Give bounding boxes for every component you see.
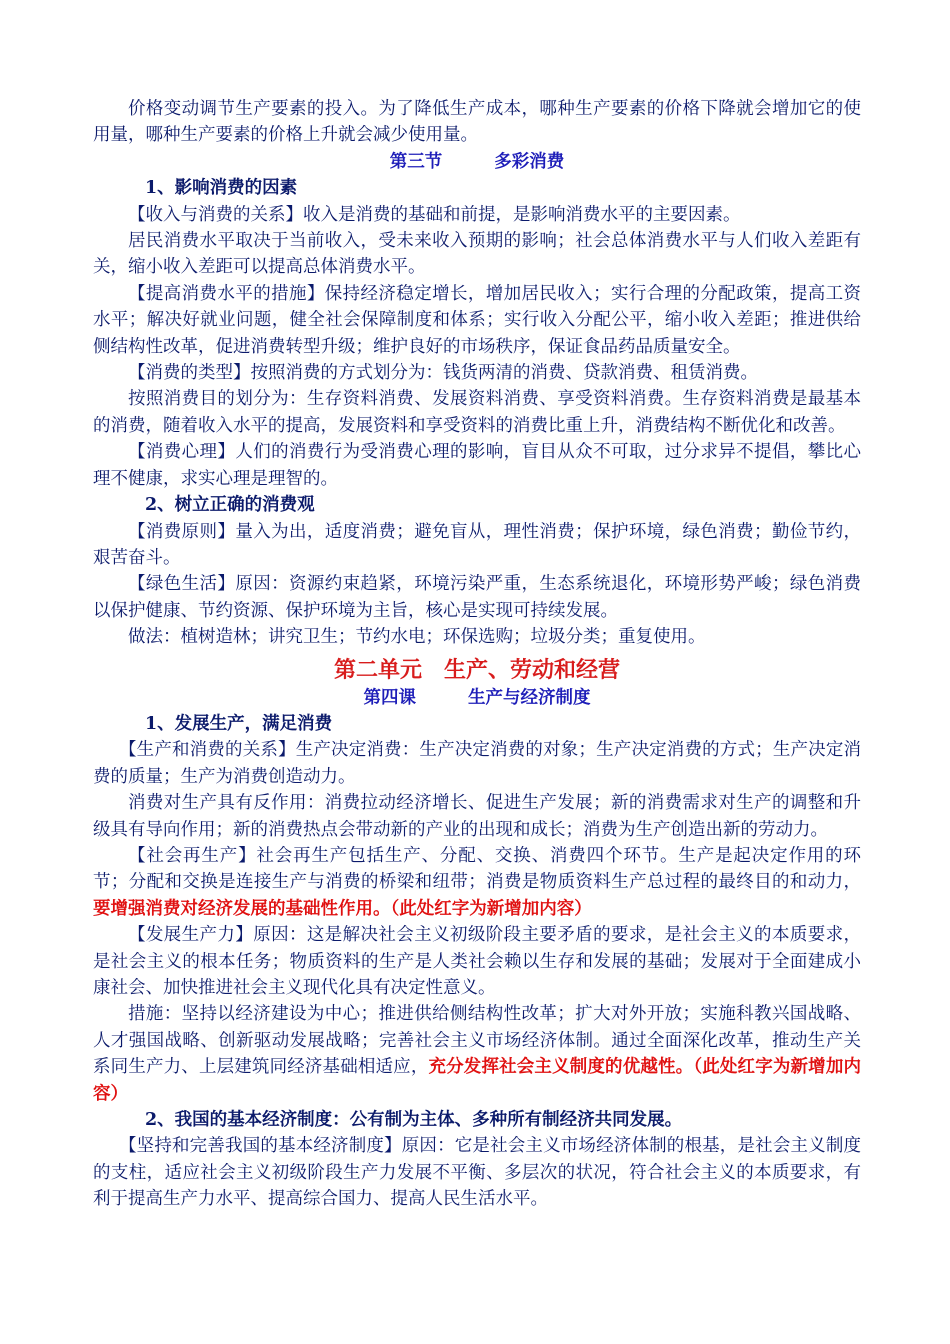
paragraph-green-life: 【绿色生活】原因：资源约束趋紧，环境污染严重，生态系统退化，环境形势严峻；绿色消费以保护健康、节约资源、保护环境为主旨，核心是实现可持续发展。 <box>93 574 861 621</box>
paragraph-methods: 做法：植树造林；讲究卫生；节约水电；环保选购；垃圾分类；重复使用。 <box>128 627 706 648</box>
lesson-title: 生产与经济制度 <box>468 687 591 708</box>
paragraph-price: 价格变动调节生产要素的投入。为了降低生产成本，哪种生产要素的价格下降就会增加它的使用量，哪种生产要素的价格上升就会减少使用量。 <box>93 99 861 146</box>
subheading-values: 2、树立正确的消费观 <box>145 495 315 516</box>
paragraph-measures-2 <box>93 1001 861 1107</box>
paragraph-types: 【消费的类型】按照消费的方式划分为：钱货两清的消费、贷款消费、租赁消费。 <box>128 363 758 384</box>
unit-title: 生产、劳动和经营 <box>444 656 621 683</box>
paragraph-measures: 【提高消费水平的措施】保持经济稳定增长，增加居民收入；实行合理的分配政策，提高工资水平；解决好就业问题，健全社会保障制度和体系；实行收入分配公平，缩小收入差距；推进供给侧结构性改革，促进消费转型升级；维护良好的市场秩序，保证食品药品质量安全。 <box>93 283 861 357</box>
subheading-economic-system: 2、我国的基本经济制度：公有制为主体、多种所有制经济共同发展。 <box>145 1110 683 1131</box>
section-heading-3 <box>93 149 861 175</box>
subheading-factors: 1、影响消费的因素 <box>145 178 298 199</box>
measures-text: 措施：坚持以经济建设为中心；推进供给侧结构性改革；扩大对外开放；实施科教兴国战略、人才强国战略、创新驱动发展战略；完善社会主义市场经济体制。通过全面深化改革，推动生产关系同生产力、上层建筑同经济基础相适应， <box>93 1004 861 1078</box>
paragraph-purpose: 按照消费目的划分为：生存资料消费、发展资料消费、享受资料消费。生存资料消费是最基本的消费，随着收入水平的提高，发展资料和享受资料的消费比重上升，消费结构不断优化和改善。 <box>93 389 861 436</box>
paragraph-principles: 【消费原则】量入为出，适度消费；避免盲从，理性消费；保护环境，绿色消费；勤俭节约，艰苦奋斗。 <box>93 521 861 568</box>
new-content-highlight: 要增强消费对经济发展的基础性作用。（此处红字为新增加内容） <box>93 898 592 919</box>
lesson-heading-4 <box>93 685 861 711</box>
paragraph-income: 【收入与消费的关系】收入是消费的基础和前提，是影响消费水平的主要因素。 <box>128 204 741 225</box>
paragraph-productivity: 【发展生产力】原因：这是解决社会主义初级阶段主要矛盾的要求，是社会主义的本质要求，是社会主义的根本任务；物质资料的生产是人类社会赖以生存和发展的基础；发展对于全面建成小康社会、加快推进社会主义现代化具有决定性意义。 <box>93 925 861 998</box>
document-page <box>93 96 861 1213</box>
paragraph-consumption-level: 居民消费水平取决于当前收入，受未来收入预期的影响；社会总体消费水平与人们收入差距有关，缩小收入差距可以提高总体消费水平。 <box>93 231 861 278</box>
unit-heading-2 <box>93 655 861 685</box>
subheading-production: 1、发展生产，满足消费 <box>145 713 333 734</box>
lesson-number: 第四课 <box>363 687 416 708</box>
paragraph-reaction: 消费对生产具有反作用：消费拉动经济增长、促进生产发展；新的消费需求对生产的调整和升级具有导向作用；新的消费热点会带动新的产业的出现和成长；消费为生产创造出新的劳动力。 <box>93 793 861 840</box>
section-number: 第三节 <box>389 151 443 172</box>
paragraph-psychology: 【消费心理】人们的消费行为受消费心理的影响，盲目从众不可取，过分求异不提倡，攀比心理不健康，求实心理是理智的。 <box>93 442 861 489</box>
reproduction-text: 【社会再生产】社会再生产包括生产、分配、交换、消费四个环节。生产是起决定作用的环节；分配和交换是连接生产与消费的桥梁和纽带；消费是物质资料生产总过程的最终目的和动力， <box>93 845 861 893</box>
unit-number: 第二单元 <box>333 656 422 683</box>
new-content-highlight: 充分发挥社会主义制度的优越性。（此处红字为新增加内容） <box>93 1057 862 1104</box>
paragraph-basic-system: 【坚持和完善我国的基本经济制度】原因：它是社会主义市场经济体制的根基，是社会主义制度的支柱，适应社会主义初级阶段生产力发展不平衡、多层次的状况，符合社会主义的本质要求，有利于提高生产力水平、提高综合国力、提高人民生活水平。 <box>93 1136 861 1210</box>
paragraph-reproduction <box>93 843 861 922</box>
section-title: 多彩消费 <box>494 151 565 172</box>
paragraph-production-consumption: 【生产和消费的关系】生产决定消费：生产决定消费的对象；生产决定消费的方式；生产决定消费的质量；生产为消费创造动力。 <box>93 740 861 787</box>
